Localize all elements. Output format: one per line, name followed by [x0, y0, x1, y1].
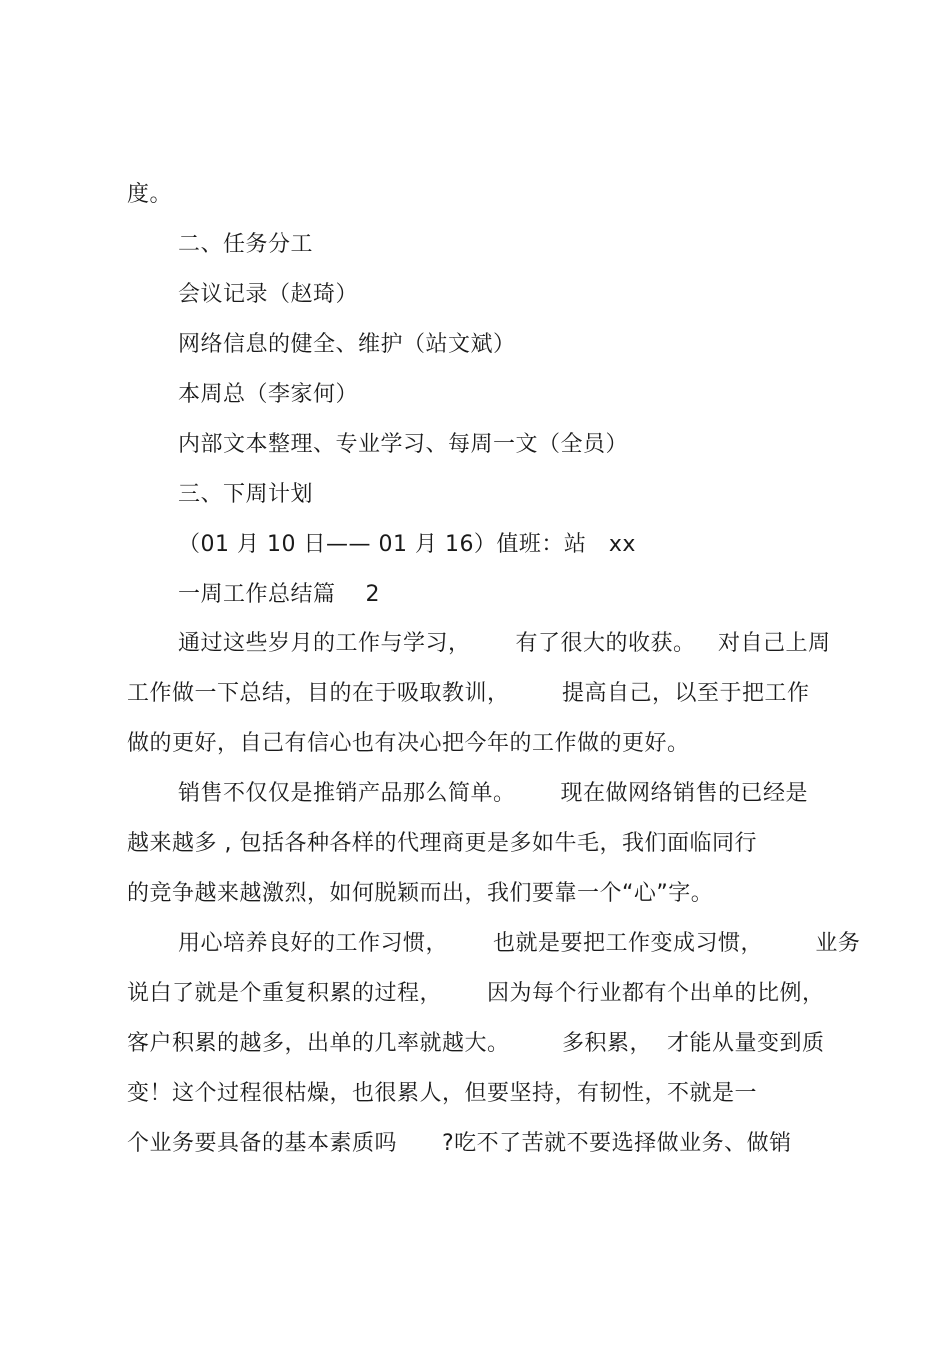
section-heading-next-week-plan: 三、下周计划 [178, 482, 314, 507]
paragraph-line: 个业务要具备的基本素质吗 ?吃不了苦就不要选择做业务、做销 [127, 1131, 792, 1156]
text-line: （01 月 10 日—— 01 月 16）值班：站 xx [178, 532, 636, 557]
paragraph-line: 通过这些岁月的工作与学习， 有了很大的收获。 对自己上周 [178, 631, 831, 656]
paragraph-line: 销售不仅仅是推销产品那么简单。 现在做网络销售的已经是 [178, 781, 808, 806]
text-line: 度。 [127, 182, 173, 207]
text-line: 内部文本整理、专业学习、每周一文（全员） [178, 432, 629, 457]
section-heading-task-division: 二、任务分工 [178, 232, 314, 257]
text-line: 会议记录（赵琦） [178, 282, 359, 307]
paragraph-line: 用心培养良好的工作习惯， 也就是要把工作变成习惯， 业务 [178, 931, 861, 956]
paragraph-line: 变！这个过程很枯燥，也很累人，但要坚持，有韧性，不就是一 [127, 1081, 758, 1106]
paragraph-line: 做的更好，自己有信心也有决心把今年的工作做的更好。 [127, 731, 690, 756]
paragraph-line: 的竞争越来越激烈，如何脱颖而出，我们要靠一个“心”字。 [127, 881, 714, 906]
paragraph-line: 工作做一下总结，目的在于吸取教训， 提高自己，以至于把工作 [127, 681, 810, 706]
paragraph-line: 客户积累的越多，出单的几率就越大。 多积累， 才能从量变到质 [127, 1031, 825, 1056]
paragraph-line: 说白了就是个重复积累的过程， 因为每个行业都有个出单的比例， [127, 981, 825, 1006]
text-line: 网络信息的健全、维护（站文斌） [178, 332, 516, 357]
article-title: 一周工作总结篇 2 [178, 582, 380, 607]
paragraph-line: 越来越多 , 包括各种各样的代理商更是多如牛毛，我们面临同行 [127, 831, 757, 856]
text-line: 本周总（李家何） [178, 382, 359, 407]
